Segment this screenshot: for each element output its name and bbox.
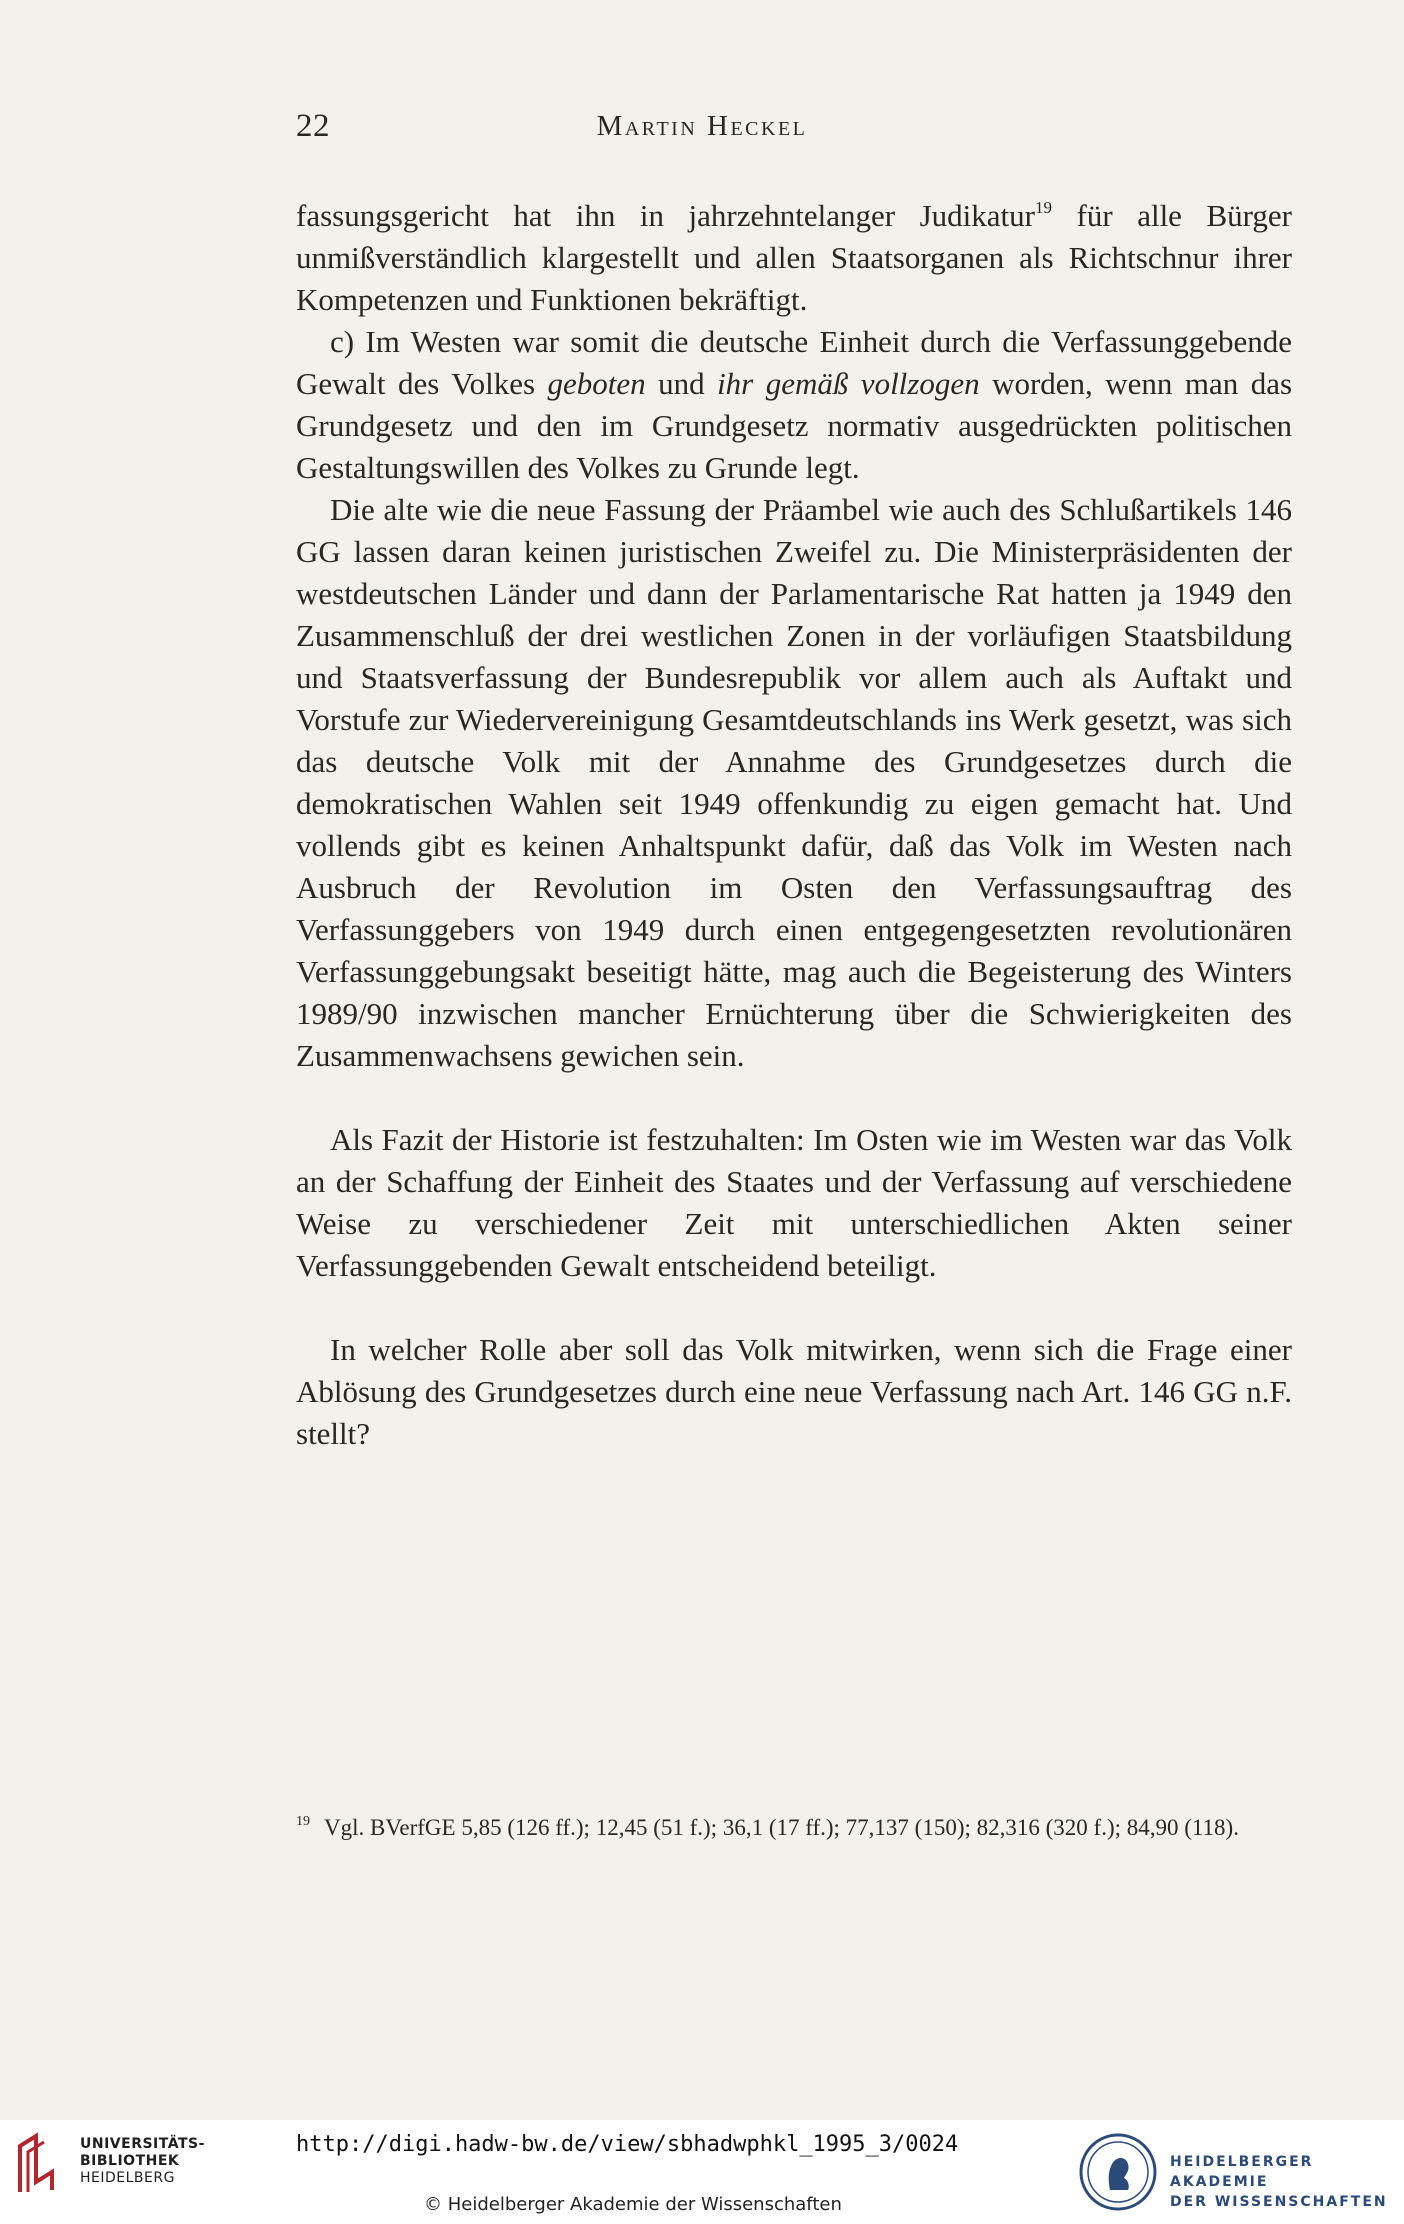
emphasis-vollzogen: ihr gemäß vollzogen — [717, 366, 980, 401]
paragraph-2-text-end: worden, wenn man das Grundgesetz und den im Grundgesetz normativ ausgedrückten politischen Gestaltungswillen des Volkes zu Grunde legt. — [296, 366, 1293, 485]
paragraph-2 — [296, 321, 1292, 489]
emphasis-geboten: geboten — [547, 366, 646, 401]
footnote-19 — [296, 1812, 1292, 1843]
academy-line-2: DER WISSENSCHAFTEN — [1170, 2194, 1388, 2210]
body-text — [296, 195, 1292, 1455]
academy-seal-icon — [1078, 2132, 1158, 2212]
library-line-1: UNIVERSITÄTS- — [80, 2136, 205, 2152]
copyright-notice: © Heidelberger Akademie der Wissenschaften — [424, 2194, 842, 2215]
academy-line-1: HEIDELBERGER AKADEMIE — [1170, 2154, 1314, 2190]
university-library-logo-icon — [14, 2132, 66, 2196]
library-line-3: HEIDELBERG — [80, 2170, 175, 2186]
paragraph-5: In welcher Rolle aber soll das Volk mitwirken, wenn sich die Frage einer Ablösung des Grundgesetzes durch eine neue Verfassung nach Art. 146 GG n.F. stellt? — [296, 1332, 1292, 1451]
footnote-reference-19[interactable]: 19 — [1035, 198, 1052, 217]
university-library-name — [80, 2136, 205, 2187]
paragraph-1-text-cont: für alle Bürger unmißverständlich klargestellt und allen Staatsorganen als Richtschnur ihrer Kompetenzen und Funktionen bekräftigt. — [296, 198, 1292, 317]
paragraph-2-text-mid: und — [645, 366, 718, 401]
academy-name — [1170, 2152, 1404, 2212]
library-line-2: BIBLIOTHEK — [80, 2153, 180, 2169]
paragraph-4: Als Fazit der Historie ist festzuhalten: Im Osten wie im Westen war das Volk an der Schaffung der Einheit des Staates und der Verfassung auf verschiedene Weise zu verschiedener Zeit mit unterschiedlichen Akten seiner Verfassunggebenden Gewalt entscheidend beteiligt. — [296, 1122, 1292, 1283]
page-number: 22 — [296, 108, 330, 144]
permalink-url[interactable]: http://digi.hadw-bw.de/view/sbhadwphkl_1995_3/0024 — [296, 2132, 959, 2157]
paragraph-2-text: c) Im Westen war somit die deutsche Einheit durch die Verfassunggebende Gewalt des Volkes — [296, 324, 1292, 401]
footnote-number: 19 — [296, 1814, 310, 1829]
footnote-text: Vgl. BVerfGE 5,85 (126 ff.); 12,45 (51 f.); 36,1 (17 ff.); 77,137 (150); 82,316 (320 f.); 84,90 (118). — [324, 1815, 1239, 1840]
digitization-stamp — [0, 2120, 1404, 2224]
running-head-author: Martin Heckel — [596, 110, 808, 142]
paragraph-1 — [296, 195, 1292, 321]
paragraph-1-text: fassungsgericht hat ihn in jahrzehntelanger Judikatur — [296, 198, 1035, 233]
paragraph-3: Die alte wie die neue Fassung der Präambel wie auch des Schlußartikels 146 GG lassen daran keinen juristischen Zweifel zu. Die Ministerpräsidenten der westdeutschen Länder und dann der Parlamentarische Rat hatten ja 1949 den Zusammenschluß der drei westlichen Zonen in der vorläufigen Staatsbildung und Staatsverfassung der Bundesrepublik vor allem auch als Auftakt und Vorstufe zur Wiedervereinigung Gesamtdeutschlands ins Werk gesetzt, was sich das deutsche Volk mit der Annahme des Grundgesetzes durch die demokratischen Wahlen seit 1949 offenkundig zu eigen gemacht hat. Und vollends gibt es keinen Anhaltspunkt dafür, daß das Volk im Westen nach Ausbruch der Revolution im Osten den Verfassungsauftrag des Verfassunggebers von 1949 durch einen entgegengesetzten revolutionären Verfassunggebungsakt beseitigt hätte, mag auch die Begeisterung des Winters 1989/90 inzwischen mancher Ernüchterung über die Schwierigkeiten des Zusammenwachsens gewichen sein. — [296, 492, 1292, 1073]
